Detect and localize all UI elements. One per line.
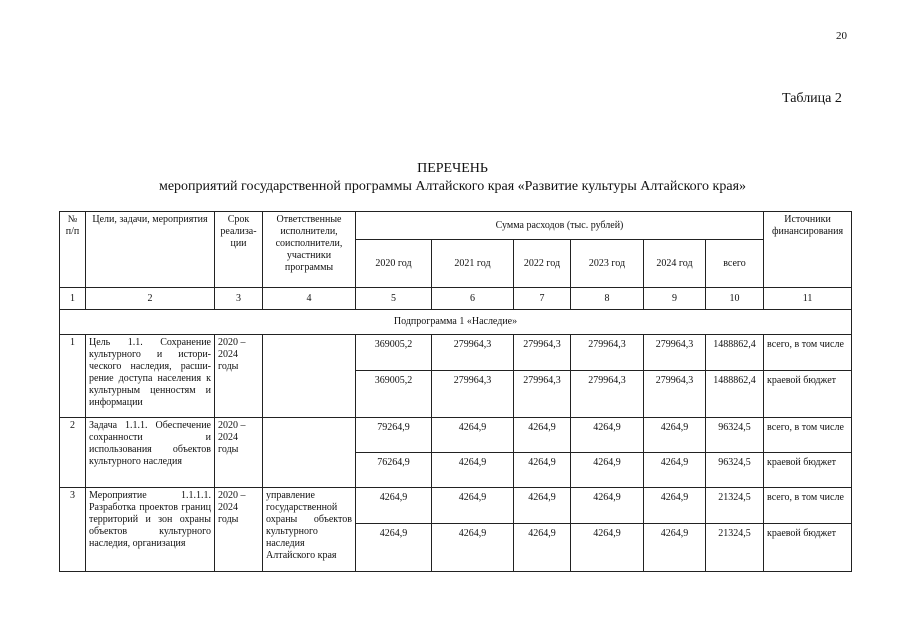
amount-total-cell: 96324,5 [706,418,764,453]
subprogram-title: Подпрограмма 1 «Наследие» [60,310,852,335]
column-number: 6 [432,288,514,310]
amount-cell: 369005,2 [356,371,432,418]
row-goal: Задача 1.1.1. Обеспечение сохранности и использования объектов культурного наследия [86,418,215,488]
header-col-term: Срок реализа-ции [215,212,263,288]
amount-cell: 4264,9 [432,524,514,572]
header-year: 2020 год [356,240,432,288]
column-number: 9 [644,288,706,310]
document-subtitle: мероприятий государственной программы Алтайского края «Развитие культуры Алтайского края» [158,179,747,194]
column-number: 1 [60,288,86,310]
amount-cell: 4264,9 [571,524,644,572]
amount-cell: 4264,9 [514,524,571,572]
amount-cell: 4264,9 [644,418,706,453]
funding-source: краевой бюджет [764,453,852,488]
header-col-source: Источники финансирования [764,212,852,288]
row-number: 1 [60,335,86,418]
subprogram-row [60,310,852,335]
amount-total-cell: 96324,5 [706,453,764,488]
header-col-goals: Цели, задачи, мероприятия [86,212,215,288]
amount-cell: 4264,9 [571,453,644,488]
row-responsible [263,418,356,488]
column-number: 2 [86,288,215,310]
funding-source: всего, в том числе [764,335,852,371]
amount-cell: 4264,9 [571,488,644,524]
funding-source: краевой бюджет [764,524,852,572]
amount-total-cell: 1488862,4 [706,335,764,371]
header-year: 2023 год [571,240,644,288]
row-goal: Цель 1.1. Сохранение культурного и истори-ческого наследия, расши-рение доступа населения к культурным ценностям и информации [86,335,215,418]
table-row [60,335,852,371]
amount-cell: 4264,9 [571,418,644,453]
expenditure-table [59,211,852,572]
amount-total-cell: 21324,5 [706,524,764,572]
amount-cell: 279964,3 [514,371,571,418]
column-number: 4 [263,288,356,310]
amount-cell: 79264,9 [356,418,432,453]
row-number: 2 [60,418,86,488]
header-year-total: всего [706,240,764,288]
table-row [60,418,852,453]
row-term: 2020 – 2024 годы [215,418,263,488]
column-number: 8 [571,288,644,310]
amount-cell: 4264,9 [356,524,432,572]
header-col-num: № п/п [60,212,86,288]
amount-cell: 4264,9 [514,418,571,453]
amount-cell: 279964,3 [644,371,706,418]
amount-cell: 4264,9 [514,488,571,524]
header-year: 2021 год [432,240,514,288]
column-number: 10 [706,288,764,310]
amount-cell: 4264,9 [432,488,514,524]
table-label: Таблица 2 [782,91,842,106]
row-term: 2020 – 2024 годы [215,488,263,572]
amount-cell: 279964,3 [644,335,706,371]
amount-cell: 4264,9 [644,524,706,572]
amount-cell: 4264,9 [644,488,706,524]
table-row [60,488,852,524]
row-term: 2020 – 2024 годы [215,335,263,418]
amount-cell: 4264,9 [432,418,514,453]
column-number: 7 [514,288,571,310]
page-number: 20 [836,30,847,42]
amount-total-cell: 21324,5 [706,488,764,524]
column-number: 3 [215,288,263,310]
column-number: 5 [356,288,432,310]
document-title: ПЕРЕЧЕНЬ [417,161,488,176]
amount-cell: 279964,3 [432,335,514,371]
amount-cell: 279964,3 [514,335,571,371]
header-row [60,212,852,240]
amount-cell: 369005,2 [356,335,432,371]
header-year: 2024 год [644,240,706,288]
amount-total-cell: 1488862,4 [706,371,764,418]
header-col-responsible: Ответственные исполнители, соисполнители, участники программы [263,212,356,288]
amount-cell: 279964,3 [432,371,514,418]
row-goal: Мероприятие 1.1.1.1. Разработка проектов границ территорий и зон охраны объектов культурного наследия, организация [86,488,215,572]
funding-source: краевой бюджет [764,371,852,418]
funding-source: всего, в том числе [764,488,852,524]
header-col-sum: Сумма расходов (тыс. рублей) [356,212,764,240]
row-responsible [263,335,356,418]
amount-cell: 279964,3 [571,371,644,418]
amount-cell: 76264,9 [356,453,432,488]
header-year: 2022 год [514,240,571,288]
funding-source: всего, в том числе [764,418,852,453]
column-numbers-row [60,288,852,310]
amount-cell: 4264,9 [432,453,514,488]
amount-cell: 4264,9 [514,453,571,488]
amount-cell: 4264,9 [356,488,432,524]
amount-cell: 279964,3 [571,335,644,371]
column-number: 11 [764,288,852,310]
row-number: 3 [60,488,86,572]
row-responsible: управление государственной охраны объектов культурного наследия Алтайского края [263,488,356,572]
amount-cell: 4264,9 [644,453,706,488]
